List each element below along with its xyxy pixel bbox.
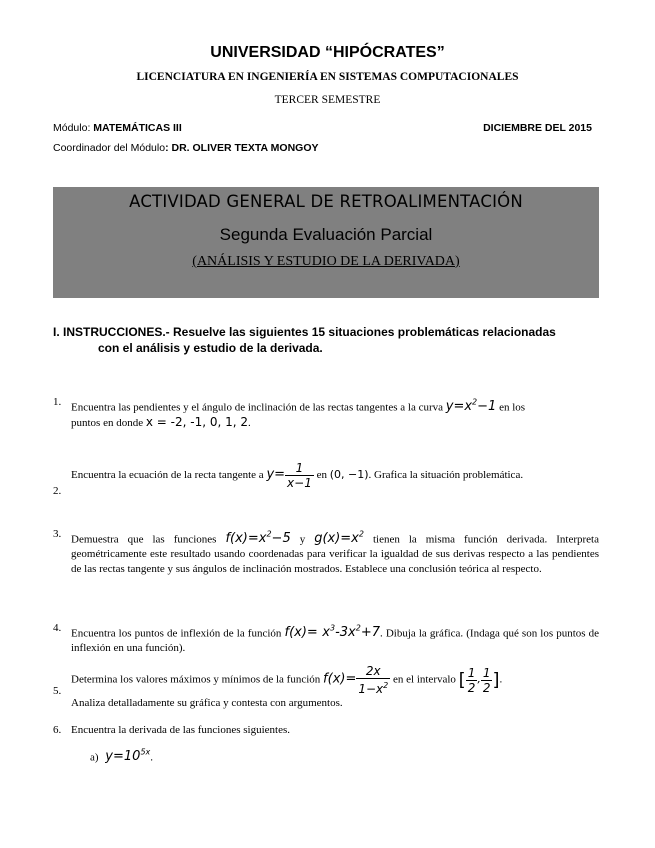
degree-title: LICENCIATURA EN INGENIERÍA EN SISTEMAS COMPUTACIONALES (136, 71, 519, 83)
coordinator-value: : DR. OLIVER TEXTA MONGOY (165, 142, 319, 154)
problem-text: Encuentra las pendientes y el ángulo de inclinación de las rectas tangentes a la curva (71, 401, 446, 414)
activity-banner (53, 187, 599, 298)
point-formula: (0, −1) (329, 468, 369, 482)
problem-number: 3. (53, 528, 62, 540)
module-value: MATEMÁTICAS III (93, 122, 182, 134)
problem-text-mid: en (313, 469, 330, 482)
problem-3 (53, 527, 599, 577)
problem-number: 6. (53, 724, 62, 736)
coordinator-line (53, 142, 319, 154)
instructions-line1: I. INSTRUCCIONES.- Resuelve las siguientes 15 situaciones problemáticas relacionadas (53, 325, 556, 339)
problem-number: 2. (53, 485, 62, 497)
fraction: $\frac{1}{x-1}$ (287, 461, 312, 490)
formula-f: $f(x)=x^2-5$ (225, 530, 291, 547)
problem-text: Encuentra los puntos de inflexión de la función (71, 627, 285, 640)
problem-text: Encuentra la derivada de las funciones siguientes. (71, 724, 291, 736)
formula: $f(x)= x^3-3x^2+7$ (284, 624, 380, 641)
problem-number: 5. (53, 685, 62, 697)
problem-text: Encuentra la ecuación de la recta tangente a (71, 469, 267, 482)
module-line (53, 122, 182, 134)
formula: y= (266, 467, 286, 483)
instructions (53, 324, 599, 356)
interval-formula: [ (458, 669, 466, 691)
problem-text-end: tienen la misma función derivada. Interpreta geométricamente este resultado usando coordenadas para verificar la igualdad de sus derivas respecto a las pendientes de las rectas tangente y sus ángulos de inclinación mostrados. Establece una conclusión teórica al respecto. (71, 533, 599, 576)
problem-text-end: . Grafica la situación problemática. (368, 469, 524, 482)
problem-text: Determina los valores máximos y mínimos de la función (71, 673, 324, 686)
banner-subtitle: Segunda Evaluación Parcial (219, 225, 433, 244)
formula: $y=x^2-1$ (445, 398, 497, 415)
formula: $y=10^{5x}$ (105, 748, 151, 765)
problem-text-end: en los (496, 401, 526, 414)
problem-text-line2: Analiza detalladamente su gráfica y contesta con argumentos. (71, 697, 343, 709)
problem-5: 5. Determina los valores máximos y mínimos de la función f(x)= $\frac{2x}{1-x^2}$ en el intervalo [ $\frac{1}{2}$ , $\frac{1}{2}$ ]. Analiza detalladamente su gráfica y contesta con argumentos. (53, 664, 503, 709)
coordinator-label: Coordinador del Módulo (53, 142, 166, 154)
problem-4 (53, 621, 599, 656)
problem-1: 1. Encuentra las pendientes y el ángulo de inclinación de las rectas tangentes a la curva $y=x^2-1$ en los puntos en donde x = -2, -1, 0, 1, 2. (53, 396, 526, 430)
problem-text: Demuestra que las funciones (71, 533, 226, 546)
banner-title: ACTIVIDAD GENERAL DE RETROALIMENTACIÓN (129, 192, 523, 211)
problem-number: 4. (53, 622, 62, 634)
date: DICIEMBRE DEL 2015 (483, 122, 592, 134)
problem-6 (53, 723, 599, 738)
problem-2 (53, 461, 599, 497)
problem-text-mid: y (290, 533, 315, 546)
module-label: Módulo: (53, 122, 94, 134)
problem-text-end: . Dibuja la gráfica. (Indaga qué son los puntos de inflexión en una función). (71, 627, 600, 655)
fraction: $\frac{2x}{1-x^2}$ (358, 664, 389, 696)
problem-text-mid: en el intervalo (390, 673, 459, 686)
subitem-a: a) $y=10^{5x}$. (90, 748, 154, 765)
points-formula: x = -2, -1, 0, 1, 2 (145, 415, 248, 430)
semester-title: TERCER SEMESTRE (274, 94, 381, 106)
formula-g: $g(x)=x^2$ (314, 530, 364, 547)
instructions-line2: con el análisis y estudio de la derivada. (98, 341, 323, 355)
problem-number: 1. (53, 396, 62, 408)
banner-topic: (ANÁLISIS Y ESTUDIO DE LA DERIVADA) (192, 254, 460, 269)
problem-text-line2: puntos en donde (71, 417, 146, 430)
university-title: UNIVERSIDAD “HIPÓCRATES” (210, 44, 445, 61)
formula: f(x)= (323, 671, 357, 687)
subitem-label: a) (90, 751, 99, 764)
